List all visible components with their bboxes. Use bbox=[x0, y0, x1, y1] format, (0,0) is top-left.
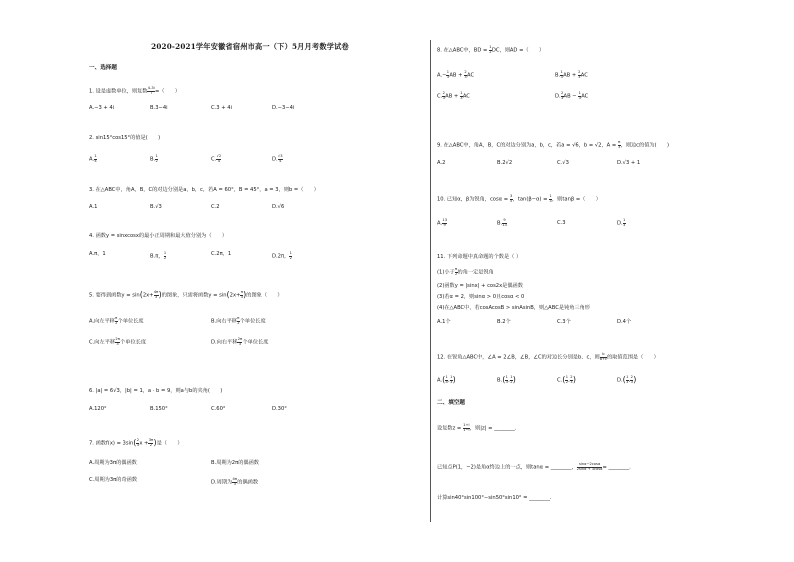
q12-option-b[interactable]: B.( $\frac{1}{3}$ , $\frac{1}{2}$ ) bbox=[497, 375, 516, 385]
q8-option-c[interactable]: C. $\frac{2}{3}$ AB + $\frac{1}{3}$ AC bbox=[437, 91, 470, 100]
q2-option-a[interactable]: A. $\frac{1}{4}$ bbox=[89, 154, 97, 163]
q11-statement-3: (3)若α = 2，则sinα > 0且cosα < 0 bbox=[437, 294, 525, 300]
q4-option-c[interactable]: C.2π，1 bbox=[211, 251, 232, 257]
q6-option-c[interactable]: C.60° bbox=[211, 406, 226, 412]
q11-statement-1: (1)小于 $\frac{\pi}{2}$ 的角一定是锐角 bbox=[437, 267, 494, 276]
q11-statement-2: (2)函数y = |sinx| + cos2x是偶函数 bbox=[437, 283, 523, 289]
exam-title: 2020-2021学年安徽省宿州市高一（下）5月月考数学试卷 bbox=[151, 42, 349, 51]
q4-option-b[interactable]: B.π， $\frac{1}{2}$ bbox=[150, 251, 167, 260]
q11-option-b[interactable]: B.2个 bbox=[497, 319, 511, 325]
q7-option-d[interactable]: D.周期为 $\frac{4\pi}{3}$ 的偶函数 bbox=[211, 477, 259, 486]
question-4: 4. 函数y = sinxcosx的最小正周期和最大值分别为（ ） bbox=[89, 233, 228, 239]
question-12: 12. 在锐角△ABC中，∠A = 2∠B，∠B，∠C的对边长分别是b、c，则 $\frac{b}{b+c}$ 的取值范围是（ ） bbox=[437, 352, 659, 361]
q3-option-c[interactable]: C.2 bbox=[211, 204, 220, 210]
q11-option-d[interactable]: D.4个 bbox=[617, 319, 632, 325]
q6-option-d[interactable]: D.30° bbox=[272, 406, 287, 412]
q5-option-a[interactable]: A.向左平移 $\frac{\pi}{2}$ 个单位长度 bbox=[89, 316, 144, 325]
question-7: 7. 函数f(x) = 3sin( $\frac{2}{3}$ x + $\frac{3\pi}{2}$ )是（ ） bbox=[89, 438, 183, 448]
q1-fraction: $\frac{4-3i}{i}$ bbox=[147, 86, 155, 95]
q10-option-d[interactable]: D. $\frac{1}{3}$ bbox=[617, 218, 626, 227]
question-9: 9. 在△ABC中，角A，B，C的对边分别为a，b，c，若a = √6，b = √2，A = $\frac{\pi}{3}$ ，则边c的值为( ) bbox=[437, 140, 669, 149]
q6-option-a[interactable]: A.120° bbox=[89, 406, 107, 412]
q5-option-c[interactable]: C.向左平移 $\frac{2\pi}{3}$ 个单位长度 bbox=[89, 337, 147, 346]
q11-statement-4: (4)在△ABC中，若cosAcosB > sinAsinB，则△ABC是钝角三角形 bbox=[437, 305, 590, 311]
q7-option-c[interactable]: C.周期为3π的奇函数 bbox=[89, 477, 138, 483]
column-divider bbox=[430, 40, 431, 522]
q4-option-a[interactable]: A.π，1 bbox=[89, 251, 106, 257]
q12-option-a[interactable]: A.( $\frac{1}{4}$ , $\frac{1}{3}$ ) bbox=[437, 375, 456, 385]
q8-option-b[interactable]: B. $\frac{1}{3}$ AB + $\frac{2}{3}$ AC bbox=[555, 70, 588, 79]
q1-option-d[interactable]: D.−3−4i bbox=[272, 105, 295, 111]
question-2: 2. sin15°cos15°的值是( ) bbox=[89, 135, 161, 141]
q7-option-a[interactable]: A.周期为3π的偶函数 bbox=[89, 460, 137, 466]
q5-option-b[interactable]: B.向右平移 $\frac{\pi}{2}$ 个单位长度 bbox=[211, 316, 266, 325]
q12-option-c[interactable]: C.( $\frac{1}{2}$ , $\frac{2}{3}$ ) bbox=[557, 375, 576, 385]
q2-option-d[interactable]: D. $\frac{√3}{4}$ bbox=[272, 154, 283, 163]
q7-option-b[interactable]: B.周期为2π的偶函数 bbox=[211, 460, 259, 466]
q5-option-d[interactable]: D.向右平移 $\frac{2\pi}{3}$ 个单位长度 bbox=[211, 337, 269, 346]
q10-option-b[interactable]: B. $\frac{9}{13}$ bbox=[497, 218, 507, 227]
question-1: 1. 设是虚数单位，则复数 $\frac{4-3i}{i}$ =（ ） bbox=[89, 86, 181, 95]
q6-option-b[interactable]: B.150° bbox=[150, 406, 168, 412]
q3-option-b[interactable]: B.√3 bbox=[150, 204, 162, 210]
q9-option-b[interactable]: B.2√2 bbox=[497, 160, 513, 166]
q10-option-c[interactable]: C.3 bbox=[557, 220, 566, 226]
q10-option-a[interactable]: A. $\frac{13}{9}$ bbox=[437, 218, 447, 227]
q9-option-d[interactable]: D.√3 + 1 bbox=[617, 160, 641, 166]
fill-question-2: 已知点P(1，−2)是角α终边上的一点，则tanα = ________， $\frac{\sin\alpha-2\cos\alpha}{2\sin\alpha + 3\cos\alpha}$ = ________. bbox=[437, 462, 631, 471]
question-5: 5. 要得到函数y = sin(2x+ $\frac{4\pi}{3}$ )的图象，只需将函数y = sin(2x+ $\frac{\pi}{3}$ )的图象（ ） bbox=[89, 290, 283, 300]
question-10: 10. 已知α，β为锐角，cosα = $\frac{3}{5}$ ，tan(β−α) = $\frac{1}{3}$ ，则tanβ =（ ） bbox=[437, 194, 601, 203]
q9-option-a[interactable]: A.2 bbox=[437, 160, 446, 166]
q3-option-d[interactable]: D.√6 bbox=[272, 204, 285, 210]
section-choice-heading: 一、选择题 bbox=[89, 65, 117, 71]
q9-option-c[interactable]: C.√3 bbox=[557, 160, 569, 166]
fill-question-1: 设复数z = $\frac{1+i}{1-i}$ ，则|z| = ________. bbox=[437, 423, 517, 432]
q1-option-c[interactable]: C.3 + 4i bbox=[211, 105, 232, 111]
q2-option-c[interactable]: C. $\frac{√2}{4}$ bbox=[211, 154, 222, 163]
q1-option-b[interactable]: B.3−4i bbox=[150, 105, 168, 111]
q11-option-a[interactable]: A.1个 bbox=[437, 319, 451, 325]
q4-option-d[interactable]: D.2π， $\frac{1}{2}$ bbox=[272, 251, 292, 260]
question-8: 8. 在△ABC中，BD = $\frac{1}{2}$ DC，则AD =（ ） bbox=[437, 45, 545, 54]
section-fill-heading: 二、填空题 bbox=[437, 400, 465, 406]
q8-option-d[interactable]: D. $\frac{2}{3}$ AB − $\frac{1}{3}$ AC bbox=[555, 91, 589, 100]
q11-option-c[interactable]: C.3个 bbox=[557, 319, 571, 325]
question-6: 6. |a| = 6√3，|b| = 1，a · b = 9，则a与b的夹角( ) bbox=[89, 388, 223, 394]
question-3: 3. 在△ABC中，角A，B，C的对边分别是a，b，c，若A = 60°，B = 45°，a = 3，则b =（ ） bbox=[89, 187, 319, 193]
fill-question-3: 计算sin40°sin100°−sin50°sin10° = ________. bbox=[437, 495, 552, 501]
q1-option-a[interactable]: A.−3 + 4i bbox=[89, 105, 115, 111]
q2-option-b[interactable]: B. $\frac{1}{2}$ bbox=[150, 154, 158, 163]
question-11: 11. 下列命题中真命题的个数是（ ） bbox=[437, 254, 522, 260]
q12-option-d[interactable]: D.( $\frac{1}{3}$ , $\frac{2}{3}$ ) bbox=[617, 375, 637, 385]
q3-option-a[interactable]: A.1 bbox=[89, 204, 98, 210]
q8-option-a[interactable]: A.− $\frac{1}{3}$ AB + $\frac{2}{3}$ AC bbox=[437, 70, 475, 79]
